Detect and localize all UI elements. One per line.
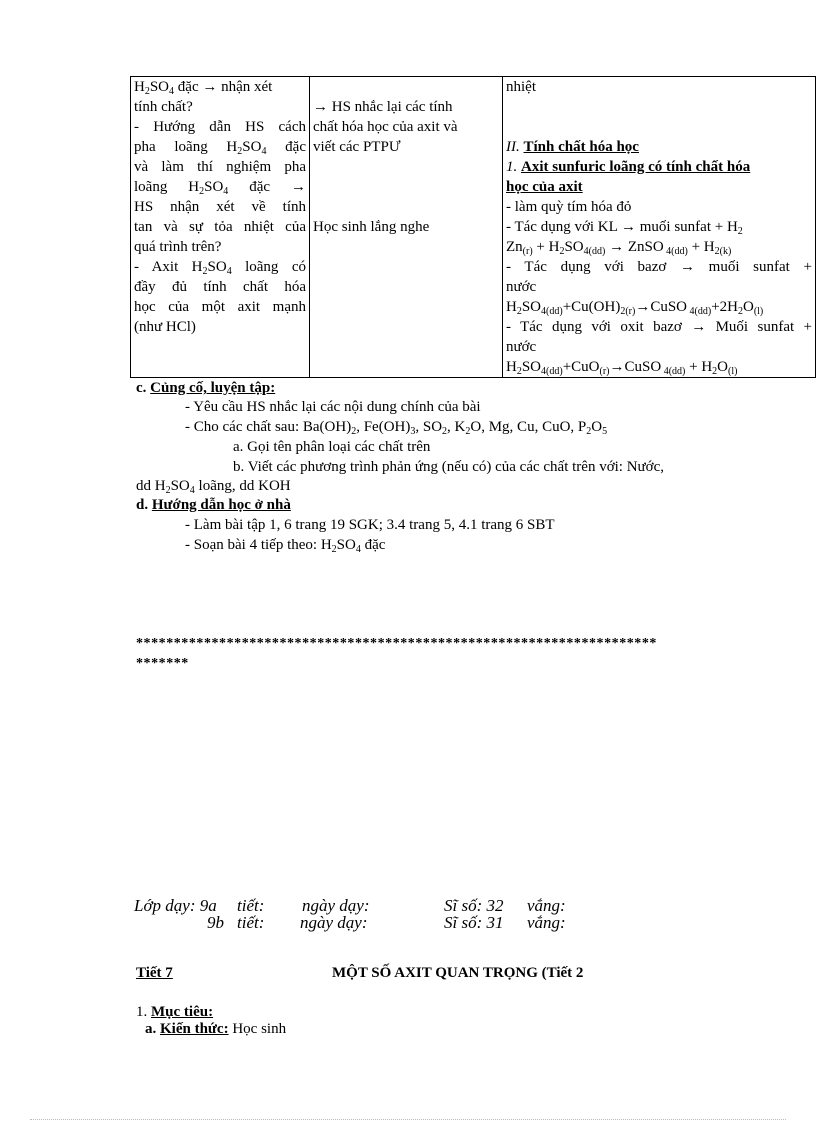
section-heading: II. Tính chất hóa học [506,139,639,155]
schedule-row1-count: Sĩ số: 32 [444,896,504,915]
objectives-heading: 1. Mục tiêu: [136,1004,214,1020]
knowledge-line: a. Kiến thức: Học sinh [145,1021,287,1037]
equation-cuo: $H_2SO_{4(dd)}+CuO_{(r)}\to CuSO$ $_{4(dd)} + H_2O_{(l)}$ [506,359,738,377]
consolidation-line4: b. Viết các phương trình phản ứng (nếu có) của các chất trên với: Nước, [233,459,665,475]
lesson-table [130,76,816,378]
consolidation-line5: dd $H_2SO_4$ loãng, dd KOH [136,478,291,496]
page-bottom-dotted-border [30,1119,786,1120]
c1-line12: học của một axit mạnh [134,299,306,315]
c2-line2: chất hóa học của axit và [313,119,458,135]
homework-line1: - Làm bài tập 1, 6 trang 19 SGK; 3.4 trang 5, 4.1 trang 6 SBT [185,517,555,533]
c1-line6a: loãng [134,179,189,195]
c2-line3: viết các PTPƯ [313,139,401,155]
schedule-row2-date: ngày dạy: [300,913,368,932]
c1-line6b: đặc → [228,179,306,195]
property-3b: nước [506,279,537,295]
schedule-row2-absent: vắng: [527,913,566,932]
c1-line3: - Hướng dẫn HS cách [134,119,306,135]
schedule-row1-class: Lớp dạy: 9a [134,896,217,915]
c1-line10b: loãng có [231,259,306,275]
property-3: - Tác dụng với bazơ → muối sunfat + [506,259,812,275]
c1-line9: quá trình trên? [134,239,222,255]
c1-line11: đầy đủ tính chất hóa [134,279,306,295]
consolidation-line2: - Cho các chất sau: $Ba(OH)_2$, $Fe(OH)_3$, $SO_2$, $K_2O$, Mg, Cu, CuO, $P_2O_5$ [185,419,608,437]
c1-line4b: đặc [266,139,306,155]
c1-line7: HS nhận xét về tính [134,199,306,215]
consolidation-line1: - Yêu cầu HS nhắc lại các nội dung chính của bài [185,399,481,415]
c1-line8: tan và sự tỏa nhiệt của [134,219,306,235]
c1-line2: tính chất? [134,99,193,115]
c2-line1: → HS nhắc lại các tính [313,99,453,115]
property-2: - Tác dụng với KL → muối sunfat + H [506,219,738,235]
c1-line13: (như HCl) [134,319,196,335]
student-activity-cell [310,77,503,378]
schedule-row1-absent: vắng: [527,896,566,915]
equation-cuoh2: $H_2SO_{4(dd)}+Cu(OH)_{2(r)}\to CuSO$ $_{4(dd)}+2H_2O_{(l)}$ [506,299,764,317]
homework-line2: - Soạn bài 4 tiếp theo: $H_2SO_4$ đặc [185,537,386,555]
lesson-period: Tiết 7 [136,965,173,981]
property-4: - Tác dụng với oxit bazơ → Muối sunfat + [506,319,812,335]
consolidation-line3: a. Gọi tên phân loại các chất trên [233,439,431,455]
c1-line4a: pha loãng [134,139,227,155]
schedule-row2-class: 9b [207,913,224,932]
subsection-heading: 1. Axit sunfuric loãng có tính chất hóa [506,159,751,175]
schedule-row1-date: ngày dạy: [302,896,370,915]
lesson-title: MỘT SỐ AXIT QUAN TRỌNG (Tiết 2 [332,965,584,981]
c1-line1: đặc → nhận xét [174,79,273,95]
separator-stars-2: ******* [136,656,189,671]
schedule-row2-count: Sĩ số: 31 [444,913,504,932]
c2-line4: Học sinh lắng nghe [313,219,430,235]
subsection-heading-2: học của axit [506,179,583,195]
homework-heading: d. Hướng dẫn học ở nhà [136,497,291,513]
equation-zn: $Zn_{(r)} + H_2SO_{4(dd)}$ → ZnSO $_{4(dd)} + H_{2(k)}$ [506,239,732,257]
c1-line10a: - Axit [134,259,192,275]
c1-line5: và làm thí nghiệm pha [134,159,306,175]
content-cell: nhiệt II. Tính chất hóa học 1. Axit sunfuric loãng có tính chất hóa học của axit - làm quỳ tím hóa đỏ - Tác dụng với KL → muối sunfat + $H_2$ $Zn_{(r)} + H_2SO_{4(dd)}$ → ZnSO $_{4(dd)} + H_{2(k)}$ - Tác dụng với bazơ → muối sunfat + nước $H_2SO_{4(dd)}+Cu(OH)_{2(r)}\to CuSO$ $_{4(dd)}+2H_2O_{(l)}$ - Tác dụng với oxit bazơ → Muối sunfat + nước $H_2SO_{4(dd)}+CuO_{(r)}\to CuSO$ $_{4(dd)} + H_2O_{(l)}$ [503,77,816,378]
property-1: - làm quỳ tím hóa đỏ [506,199,632,215]
schedule-row2-period: tiết: [237,913,265,932]
consolidation-heading: c. Củng cố, luyện tập: [136,380,276,396]
separator-stars: ********************************************************************* [136,636,657,651]
c3-line1: nhiệt [506,79,536,95]
property-4b: nước [506,339,537,355]
teacher-activity-cell: $H_2SO_4$ đặc → nhận xét tính chất? - Hướng dẫn HS cách pha loãng $H_2SO_4$ đặc và làm thí nghiệm pha loãng $H_2SO_4$ đặc → HS nhận xét về tính tan và sự tỏa nhiệt của quá trình trên? - Axit $H_2SO_4$ loãng có đầy đủ tính chất hóa học của một axit mạnh (như HCl) [131,77,310,378]
schedule-row1-period: tiết: [237,896,265,915]
